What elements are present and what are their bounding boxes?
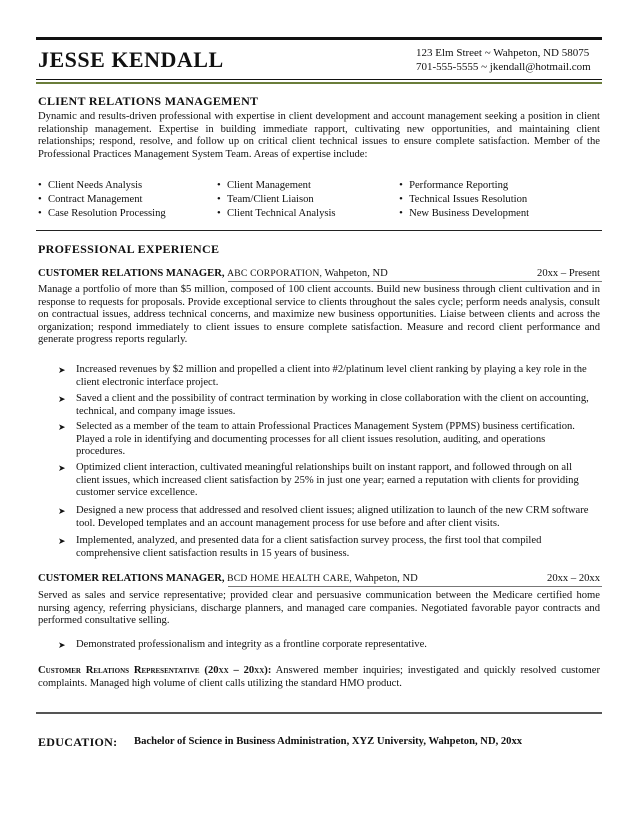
skill-item: • Technical Issues Resolution <box>399 193 598 207</box>
arrow-bullet-icon: ➤ <box>58 506 66 516</box>
job1-bullet: ➤ Saved a client and the possibility of contract termination by working in close collaboration with the client on accounting, technical, and company image issues. <box>58 393 589 417</box>
phone-email-line: 701-555-5555 ~ jkendall@hotmail.com <box>416 61 591 73</box>
header-rule <box>36 79 602 80</box>
contact-block <box>416 46 600 74</box>
job1-header <box>38 268 600 279</box>
arrow-bullet-icon: ➤ <box>58 365 66 375</box>
job1-company: ABC CORPORATION, <box>227 268 323 279</box>
skill-item: • Client Needs Analysis <box>38 179 217 193</box>
section-divider <box>36 712 602 714</box>
skills-column-2 <box>217 179 399 221</box>
job1-bullet: ➤ Implemented, analyzed, and presented data for a client satisfaction survey process, the first tool that compiled comprehensive client satisfaction results in 15 years of business. <box>58 535 542 559</box>
job1-underline <box>228 281 602 282</box>
skill-item: • Case Resolution Processing <box>38 207 217 221</box>
arrow-bullet-icon: ➤ <box>58 422 66 432</box>
job1-bullet: ➤ Selected as a member of the team to attain Professional Practices Management System (PPMS) business certification. Played a role in identifying and documenting processes for all client issues resolution, auditing, and operations procedures. <box>58 421 575 458</box>
job2-header <box>38 573 600 584</box>
job2-location: Wahpeton, ND <box>354 573 418 584</box>
job1-bullet: ➤ Designed a new process that addressed and resolved client issues; aligned utilization to launch of the new CRM software tool. Developed templates and an account management process for use before and after client visits. <box>58 505 589 529</box>
top-rule <box>36 37 602 40</box>
job1-title: CUSTOMER RELATIONS MANAGER, <box>38 268 225 279</box>
skill-item: • Client Management <box>217 179 399 193</box>
education-label: EDUCATION: <box>38 735 118 749</box>
arrow-bullet-icon: ➤ <box>58 536 66 546</box>
job2-title: CUSTOMER RELATIONS MANAGER, <box>38 573 225 584</box>
job2-underline <box>228 586 602 587</box>
skill-item: • Performance Reporting <box>399 179 598 193</box>
skill-item: • Team/Client Liaison <box>217 193 399 207</box>
job1-summary: Manage a portfolio of more than $5 million, composed of 100 client accounts. Build new business through client cultivation and in response to requests for proposals. Provide exceptional service to clients throughout the sales cycle; perform needs analysis, consult on contractual issues, address technical concerns, and maximize new business opportunities. Liaise between clients and across the organization; respond immediately to client issues to ensure complete satisfaction. Measure and record client performance and generate progress reports regularly. <box>38 284 600 346</box>
job2-bullet: ➤ Demonstrated professionalism and integrity as a frontline corporate representative. <box>58 639 427 650</box>
arrow-bullet-icon: ➤ <box>58 394 66 404</box>
job2-company: BCD HOME HEALTH CARE, <box>227 573 352 584</box>
section-divider <box>36 230 602 231</box>
header-accent-rule <box>36 82 602 84</box>
education-detail: Bachelor of Science in Business Administration, XYZ University, Wahpeton, ND, 20xx <box>134 736 523 747</box>
job1-location: Wahpeton, ND <box>324 268 388 279</box>
job3-entry <box>38 665 600 690</box>
job2-summary: Served as sales and service representative; provided clear and persuasive communication between the Medicare certified home nursing agency, referring physicians, discharge planners, and managed care companies. Negotiated favorable payor contracts and performed consultative selling. <box>38 590 600 627</box>
skills-column-3 <box>399 179 598 221</box>
address-line: 123 Elm Street ~ Wahpeton, ND 58075 <box>416 47 590 59</box>
skill-item: • Contract Management <box>38 193 217 207</box>
skill-item: • Client Technical Analysis <box>217 207 399 221</box>
skill-item: • New Business Development <box>399 207 598 221</box>
job1-bullet: ➤ Optimized client interaction, cultivated meaningful relationships built on instant rapport, and followed through on all client issues, which increased client satisfaction by 25% in just one year; earned a reputation with clients for providing customer service excellence. <box>58 462 579 499</box>
candidate-name: JESSE KENDALL <box>38 47 224 72</box>
summary-title: CLIENT RELATIONS MANAGEMENT <box>38 94 259 108</box>
experience-title: PROFESSIONAL EXPERIENCE <box>38 242 220 256</box>
job1-bullet: ➤ Increased revenues by $2 million and propelled a client into #2/platinum level client ranking by playing a key role in the client electronic interface project. <box>58 364 587 388</box>
job1-dates: 20xx – Present <box>537 268 600 279</box>
job3-text: Answered member inquiries; investigated and quickly resolved customer complaints. Managed high volume of client calls utilizing the standard HMO product. <box>38 665 600 689</box>
education-row <box>38 735 523 750</box>
summary-text: Dynamic and results-driven professional with expertise in client development and account management seeking a position in client relationship management. Expertise in building immediate rapport, cultivating new opportunities, and maintaining client relationships; respond, resolve, and follow up on critical client technical issues to ensure complete satisfaction. Member of the Professional Practices Management System Team. Areas of expertise include: <box>38 111 600 160</box>
skills-column-1 <box>38 179 217 221</box>
job3-title: Customer Relations Representative (20xx – 20xx): <box>38 665 272 676</box>
arrow-bullet-icon: ➤ <box>58 640 66 650</box>
skills-list <box>38 179 598 221</box>
arrow-bullet-icon: ➤ <box>58 463 66 473</box>
job2-dates: 20xx – 20xx <box>547 573 600 584</box>
